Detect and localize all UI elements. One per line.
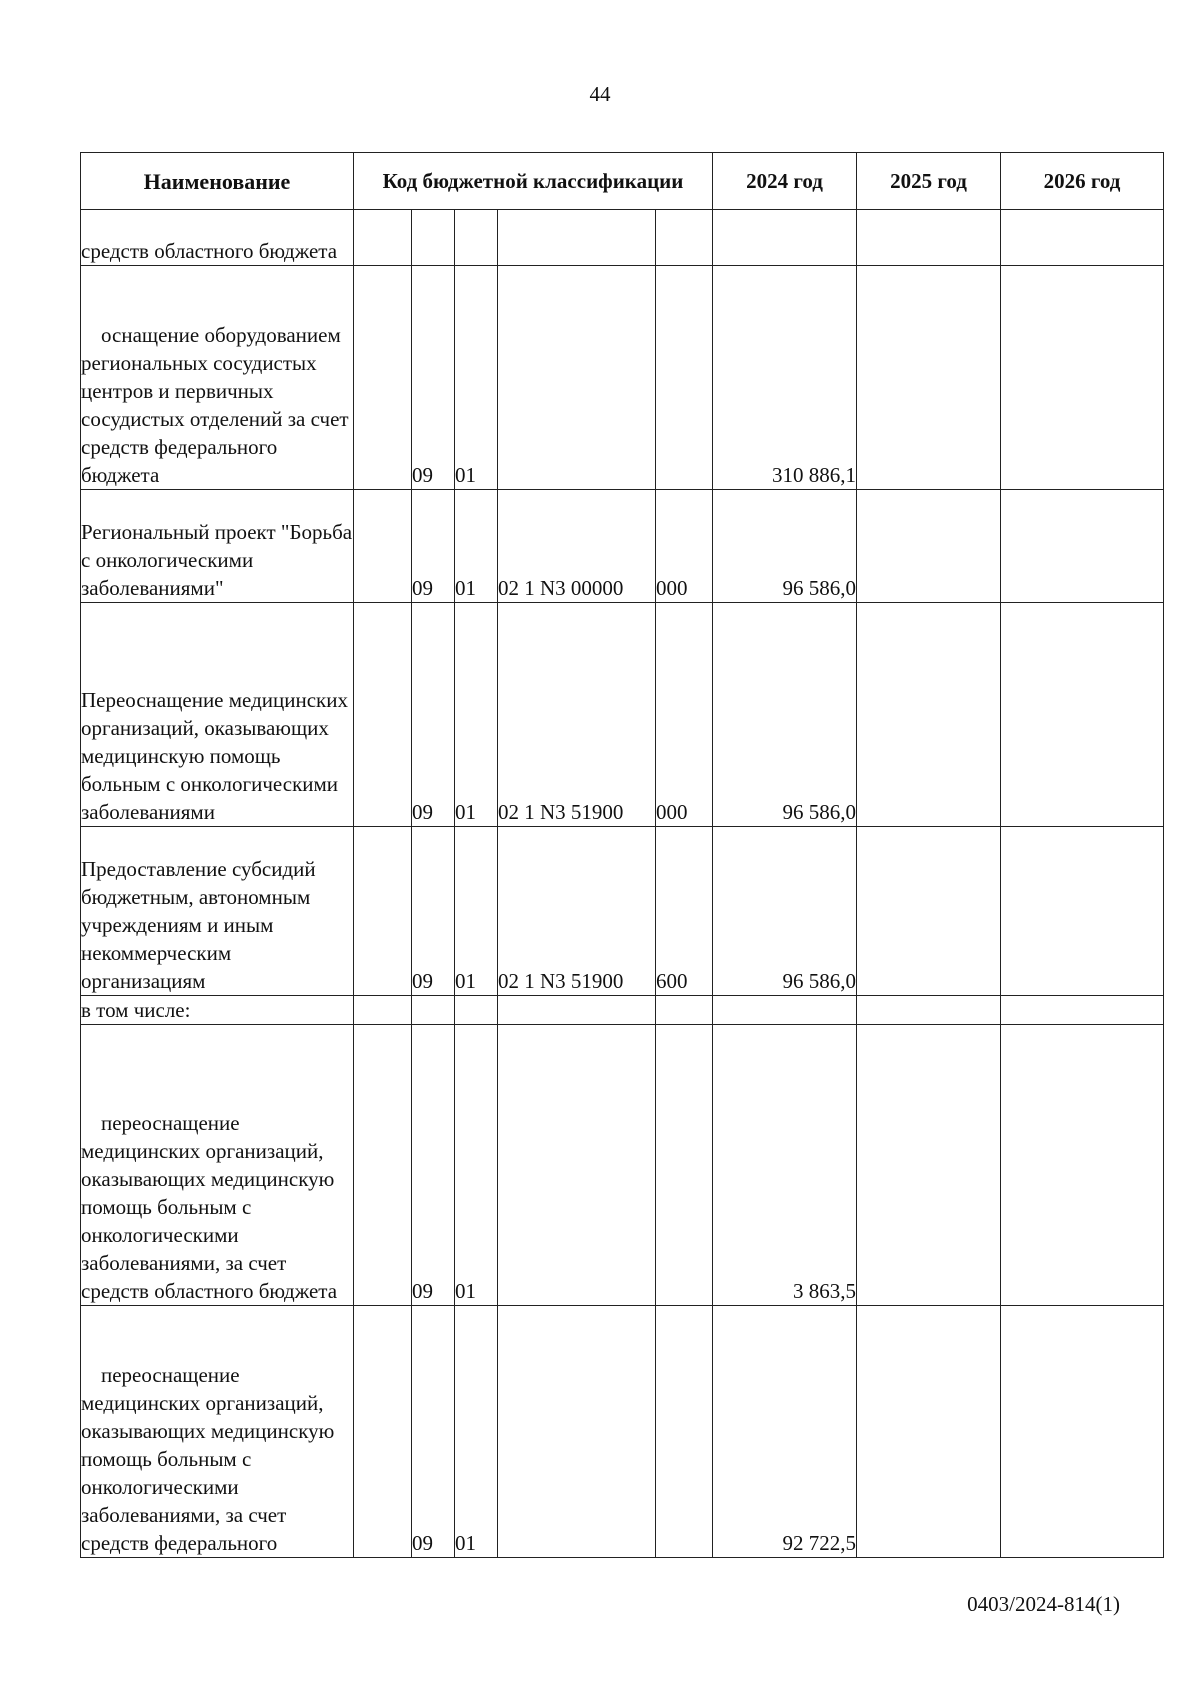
row-code-expense-type bbox=[656, 266, 713, 490]
table-row bbox=[81, 1306, 1164, 1558]
row-code-section: 09 bbox=[412, 827, 455, 996]
row-code-1 bbox=[354, 603, 412, 827]
row-code-target: 02 1 N3 51900 bbox=[498, 827, 656, 996]
row-2025-value bbox=[857, 1306, 1001, 1558]
row-2026-value bbox=[1001, 490, 1164, 603]
row-2025-value bbox=[857, 266, 1001, 490]
page-number: 44 bbox=[589, 82, 611, 106]
table-row bbox=[81, 210, 1164, 266]
row-code-target bbox=[498, 266, 656, 490]
row-code-target bbox=[498, 1025, 656, 1306]
row-code-target: 02 1 N3 51900 bbox=[498, 603, 656, 827]
row-2024-value: 92 722,5 bbox=[713, 1306, 857, 1558]
row-2024-value: 3 863,5 bbox=[713, 1025, 857, 1306]
header-2025: 2025 год bbox=[857, 153, 1001, 210]
row-2024-value bbox=[713, 210, 857, 266]
row-2024-value: 310 886,1 bbox=[713, 266, 857, 490]
row-code-1 bbox=[354, 996, 412, 1025]
row-code-expense-type bbox=[656, 210, 713, 266]
row-code-section: 09 bbox=[412, 603, 455, 827]
row-code-1 bbox=[354, 266, 412, 490]
row-2026-value bbox=[1001, 1025, 1164, 1306]
row-name: в том числе: bbox=[81, 996, 354, 1025]
row-code-target bbox=[498, 1306, 656, 1558]
row-code-1 bbox=[354, 1025, 412, 1306]
row-2026-value bbox=[1001, 827, 1164, 996]
row-name: переоснащение медицинских организаций, оказывающих медицинскую помощь больным с онкологическими заболеваниями, за счет средств федерального bbox=[81, 1306, 354, 1558]
row-name: переоснащение медицинских организаций, оказывающих медицинскую помощь больным с онкологическими заболеваниями, за счет средств областного бюджета bbox=[81, 1025, 354, 1306]
table-row bbox=[81, 996, 1164, 1025]
document-code: 0403/2024-814(1) bbox=[967, 1592, 1120, 1616]
row-code-1 bbox=[354, 827, 412, 996]
row-2025-value bbox=[857, 1025, 1001, 1306]
row-code-subsection: 01 bbox=[455, 490, 498, 603]
row-code-expense-type bbox=[656, 1025, 713, 1306]
header-2026: 2026 год bbox=[1001, 153, 1164, 210]
header-2024: 2024 год bbox=[713, 153, 857, 210]
row-code-section bbox=[412, 996, 455, 1025]
row-2025-value bbox=[857, 210, 1001, 266]
row-code-target bbox=[498, 996, 656, 1025]
table-row bbox=[81, 827, 1164, 996]
table-row bbox=[81, 1025, 1164, 1306]
row-2024-value: 96 586,0 bbox=[713, 490, 857, 603]
row-code-expense-type: 000 bbox=[656, 490, 713, 603]
row-2025-value bbox=[857, 603, 1001, 827]
table-row bbox=[81, 490, 1164, 603]
row-code-section bbox=[412, 210, 455, 266]
row-code-subsection bbox=[455, 210, 498, 266]
row-code-subsection: 01 bbox=[455, 1025, 498, 1306]
row-2024-value bbox=[713, 996, 857, 1025]
row-code-expense-type: 000 bbox=[656, 603, 713, 827]
row-code-subsection: 01 bbox=[455, 266, 498, 490]
row-2026-value bbox=[1001, 1306, 1164, 1558]
row-code-section: 09 bbox=[412, 266, 455, 490]
header-code: Код бюджетной классификации bbox=[354, 153, 713, 210]
row-code-section: 09 bbox=[412, 1025, 455, 1306]
row-code-section: 09 bbox=[412, 490, 455, 603]
row-name: оснащение оборудованием региональных сосудистых центров и первичных сосудистых отделений за счет средств федерального бюджета bbox=[81, 266, 354, 490]
table-row bbox=[81, 266, 1164, 490]
row-code-subsection: 01 bbox=[455, 827, 498, 996]
row-code-1 bbox=[354, 1306, 412, 1558]
header-name: Наименование bbox=[81, 153, 354, 210]
row-code-expense-type bbox=[656, 1306, 713, 1558]
row-2026-value bbox=[1001, 266, 1164, 490]
row-name: средств областного бюджета bbox=[81, 210, 354, 266]
row-code-subsection bbox=[455, 996, 498, 1025]
row-name: Предоставление субсидий бюджетным, автономным учреждениям и иным некоммерческим организациям bbox=[81, 827, 354, 996]
row-code-expense-type: 600 bbox=[656, 827, 713, 996]
row-code-subsection: 01 bbox=[455, 603, 498, 827]
row-2026-value bbox=[1001, 603, 1164, 827]
row-name: Переоснащение медицинских организаций, оказывающих медицинскую помощь больным с онкологическими заболеваниями bbox=[81, 603, 354, 827]
row-2026-value bbox=[1001, 210, 1164, 266]
row-2024-value: 96 586,0 bbox=[713, 603, 857, 827]
row-code-subsection: 01 bbox=[455, 1306, 498, 1558]
table-row bbox=[81, 603, 1164, 827]
row-2025-value bbox=[857, 996, 1001, 1025]
budget-table bbox=[80, 152, 1164, 1558]
row-2025-value bbox=[857, 827, 1001, 996]
row-code-section: 09 bbox=[412, 1306, 455, 1558]
row-code-1 bbox=[354, 490, 412, 603]
row-2025-value bbox=[857, 490, 1001, 603]
row-code-target: 02 1 N3 00000 bbox=[498, 490, 656, 603]
row-code-expense-type bbox=[656, 996, 713, 1025]
header-row bbox=[81, 153, 1164, 210]
row-2024-value: 96 586,0 bbox=[713, 827, 857, 996]
row-2026-value bbox=[1001, 996, 1164, 1025]
row-name: Региональный проект "Борьба с онкологическими заболеваниями" bbox=[81, 490, 354, 603]
row-code-target bbox=[498, 210, 656, 266]
row-code-1 bbox=[354, 210, 412, 266]
